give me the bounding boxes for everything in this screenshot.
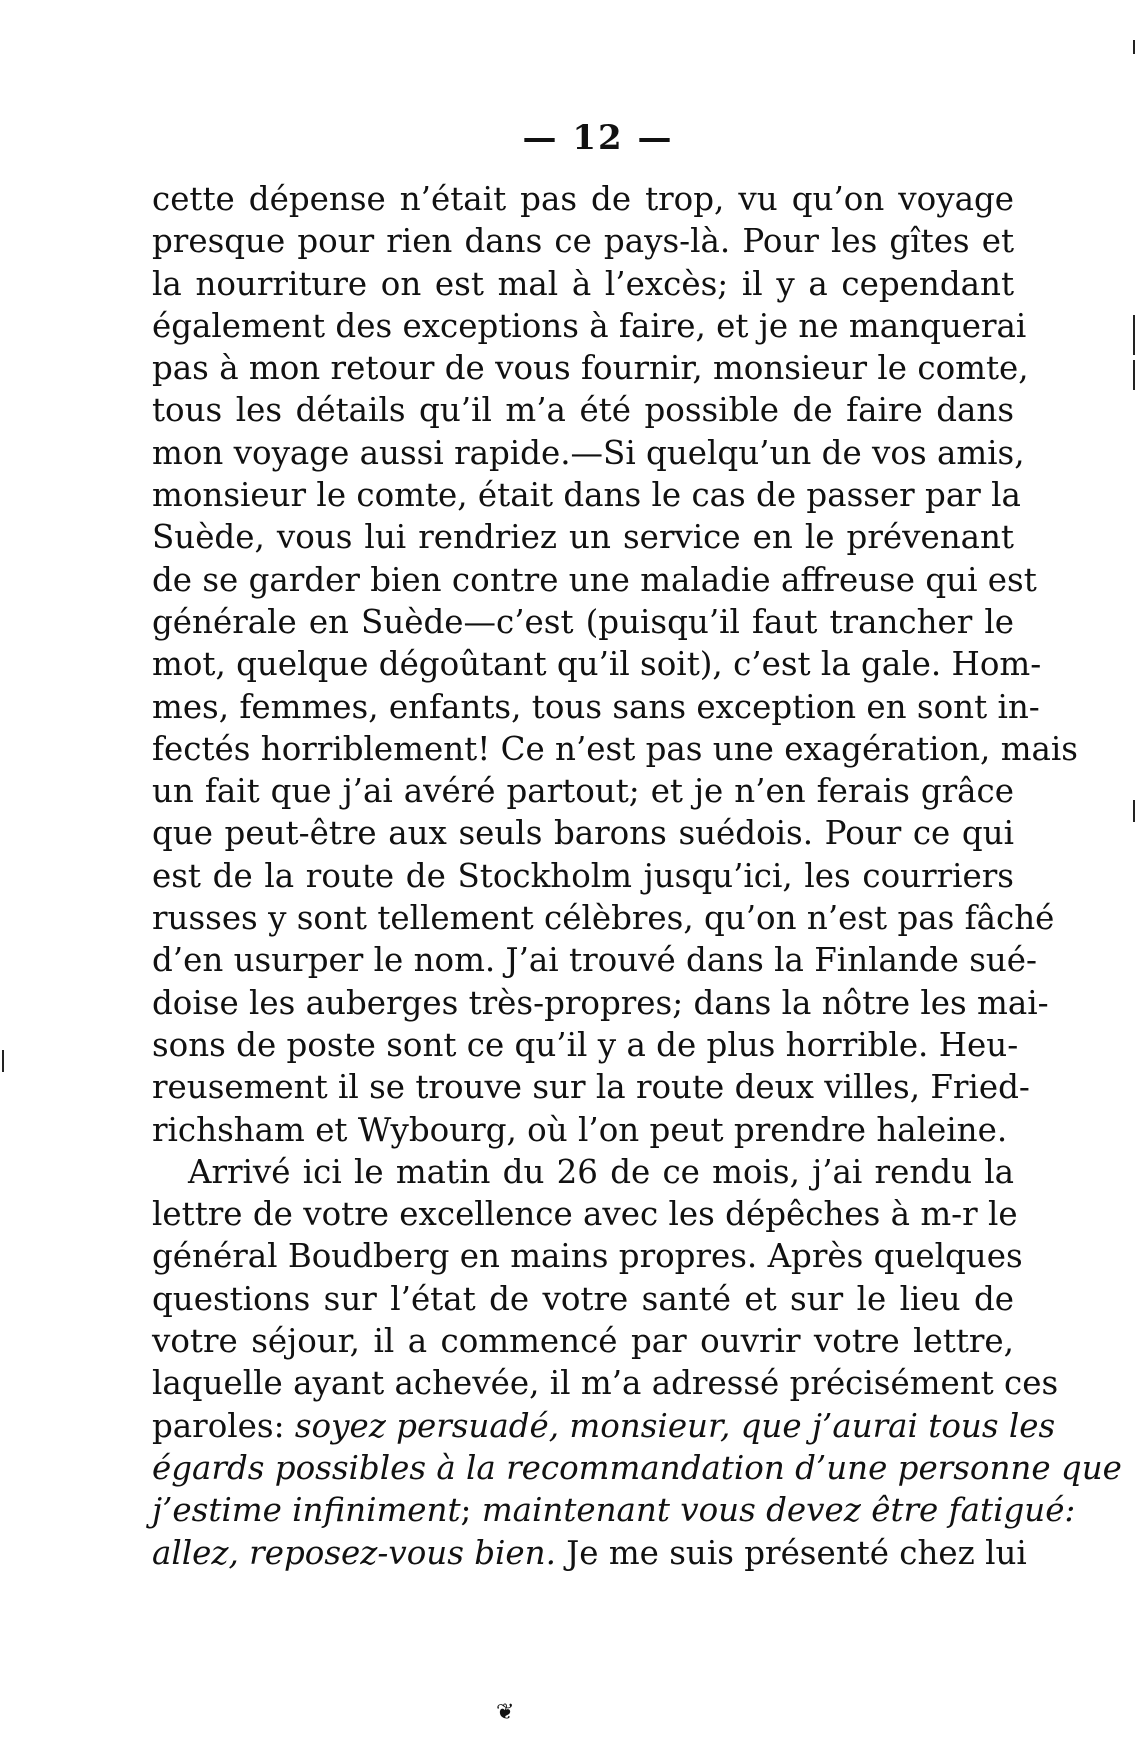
text-line: monsieur le comte, était dans le cas de passer par la	[152, 476, 1021, 515]
text-line: mes, femmes, enfants, tous sans exception en sont in-	[152, 687, 1040, 726]
text-line: richsham et Wybourg, où l’on peut prendre haleine.	[152, 1110, 1008, 1149]
text-line: mot, quelque dégoûtant qu’il soit), c’est la gale. Hom-	[152, 645, 1042, 684]
text-line: général Boudberg en mains propres. Après quelques	[152, 1237, 1023, 1276]
text-plain: ;	[460, 1491, 482, 1530]
text-line: d’en usurper le nom. J’ai trouvé dans la Finlande sué-	[152, 941, 1038, 980]
text-line: Suède, vous lui rendriez un service en le prévenant	[152, 518, 1014, 557]
text-line: pas à mon retour de vous fournir, monsieur le comte,	[152, 349, 1029, 388]
paragraph-start-line: Arrivé ici le matin du 26 de ce mois, j’ai rendu la	[188, 1152, 1014, 1191]
text-line: russes y sont tellement célèbres, qu’on n’est pas fâché	[152, 899, 1055, 938]
text-line: reusement il se trouve sur la route deux villes, Fried-	[152, 1068, 1030, 1107]
text-italic-quote: j’estime infiniment	[152, 1491, 461, 1530]
text-line: mon voyage aussi rapide.—Si quelqu’un de vos amis,	[152, 433, 1025, 472]
scan-edge-mark	[1133, 315, 1135, 355]
text-line-mixed	[152, 1532, 1027, 1574]
text-italic-quote: égards possibles à la recommandation d’une personne que	[152, 1448, 1122, 1487]
body-text	[152, 178, 1122, 1574]
scan-edge-mark	[1133, 40, 1135, 54]
text-line-mixed	[152, 1489, 1076, 1531]
text-line: lettre de votre excellence avec les dépêches à m-r le	[152, 1195, 1018, 1234]
scan-edge-mark	[2, 1050, 4, 1072]
text-line: cette dépense n’était pas de trop, vu qu’on voyage	[152, 180, 1014, 218]
text-plain: Je me suis présenté chez lui	[555, 1533, 1027, 1572]
text-plain: paroles:	[152, 1406, 295, 1445]
text-line: sons de poste sont ce qu’il y a de plus horrible. Heu-	[152, 1025, 1019, 1064]
text-line: laquelle ayant achevée, il m’a adressé précisément ces	[152, 1364, 1059, 1403]
text-line: générale en Suède—c’est (puisqu’il faut trancher le	[152, 602, 1014, 641]
page-number: — 12 —	[522, 118, 674, 158]
text-line-italic	[152, 1447, 1122, 1489]
fleuron-ornament-icon: ❦	[496, 1700, 515, 1725]
text-line: tous les détails qu’il m’a été possible de faire dans	[152, 391, 1014, 430]
text-italic-quote: soyez persuadé, monsieur, que j’aurai tous les	[294, 1406, 1056, 1445]
text-italic-quote: maintenant vous devez être fatigué:	[481, 1491, 1076, 1530]
text-line: la nourriture on est mal à l’excès; il y a cependant	[152, 264, 1014, 303]
text-line: que peut-être aux seuls barons suédois. Pour ce qui	[152, 814, 1014, 853]
text-line: votre séjour, il a commencé par ouvrir votre lettre,	[152, 1322, 1014, 1361]
text-line-mixed	[152, 1405, 1056, 1447]
scan-edge-mark	[1133, 800, 1135, 822]
text-line: doise les auberges très-propres; dans la nôtre les mai-	[152, 983, 1049, 1022]
text-line: de se garder bien contre une maladie affreuse qui est	[152, 560, 1037, 599]
text-line: fectés horriblement! Ce n’est pas une exagération, mais	[152, 729, 1078, 768]
text-line: presque pour rien dans ce pays-là. Pour les gîtes et	[152, 222, 1014, 261]
text-line: est de la route de Stockholm jusqu’ici, les courriers	[152, 856, 1014, 895]
text-line: un fait que j’ai avéré partout; et je n’en ferais grâce	[152, 772, 1014, 811]
text-line: également des exceptions à faire, et je ne manquerai	[152, 306, 1027, 345]
scan-edge-mark	[1133, 360, 1135, 390]
text-line: questions sur l’état de votre santé et sur le lieu de	[152, 1279, 1014, 1318]
text-italic-quote: allez, reposez-vous bien.	[152, 1533, 556, 1572]
